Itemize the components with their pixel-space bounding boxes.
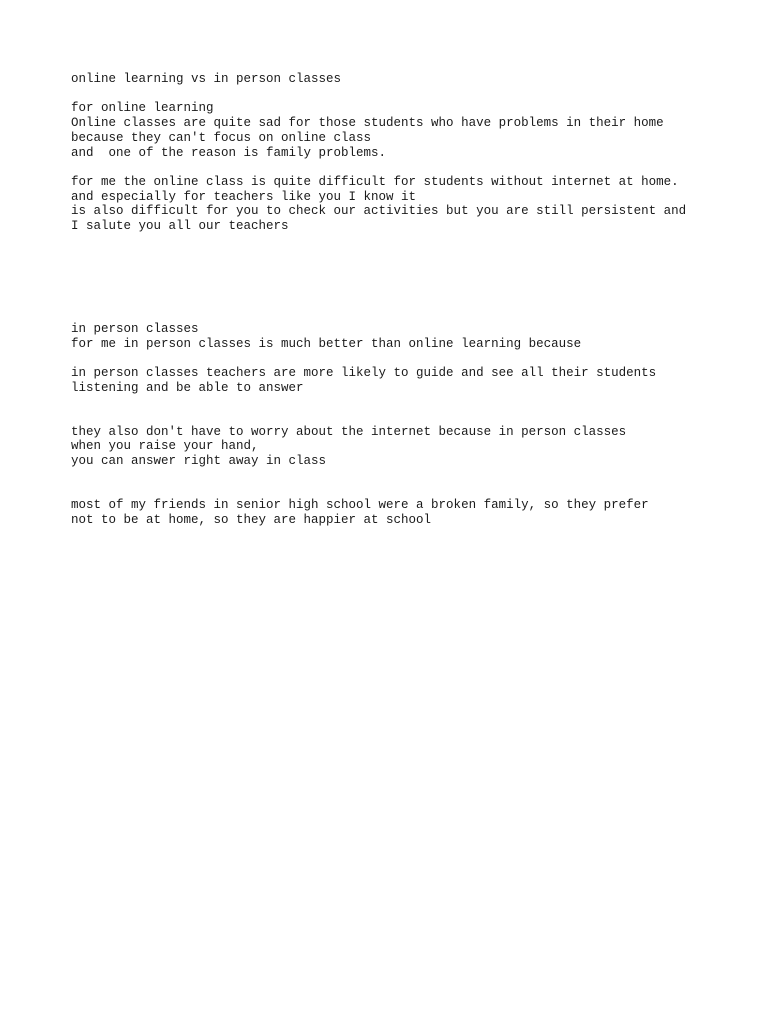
text-line: when you raise your hand,	[71, 439, 259, 454]
section-heading-in-person: in person classes	[71, 321, 199, 336]
document-body	[71, 72, 751, 528]
text-line: I salute you all our teachers	[71, 219, 289, 233]
text-line: Online classes are quite sad for those students who have problems in their home	[71, 116, 664, 131]
text-line: because they can't focus on online class	[71, 130, 372, 145]
blank-line	[71, 484, 751, 499]
blank-line	[71, 278, 751, 293]
text-line: and especially for teachers like you I know it	[71, 189, 417, 204]
blank-line	[71, 87, 751, 102]
text-line: they also don't have to worry about the internet because in person classes	[71, 424, 627, 439]
blank-line	[71, 395, 751, 410]
text-line: most of my friends in senior high school were a broken family, so they prefer	[71, 498, 649, 513]
text-line: for me the online class is quite difficult for students without internet at home.	[71, 174, 679, 189]
blank-line	[71, 292, 751, 307]
blank-line	[71, 160, 751, 175]
text-line: is also difficult for you to check our activities but you are still persistent and	[71, 204, 687, 219]
text-line: and one of the reason is family problems.	[71, 145, 387, 160]
blank-line	[71, 263, 751, 278]
text-line: not to be at home, so they are happier at school	[71, 512, 432, 527]
text-line: listening and be able to answer	[71, 380, 304, 395]
blank-line	[71, 248, 751, 263]
document-title: online learning vs in person classes	[71, 72, 342, 86]
blank-line	[71, 307, 751, 322]
text-line: for me in person classes is much better than online learning because	[71, 336, 582, 351]
blank-line	[71, 234, 751, 249]
blank-line	[71, 351, 751, 366]
blank-line	[71, 410, 751, 425]
section-heading-online: for online learning	[71, 101, 214, 116]
text-line: in person classes teachers are more likely to guide and see all their students	[71, 365, 657, 380]
text-line: you can answer right away in class	[71, 454, 327, 469]
blank-line	[71, 469, 751, 484]
